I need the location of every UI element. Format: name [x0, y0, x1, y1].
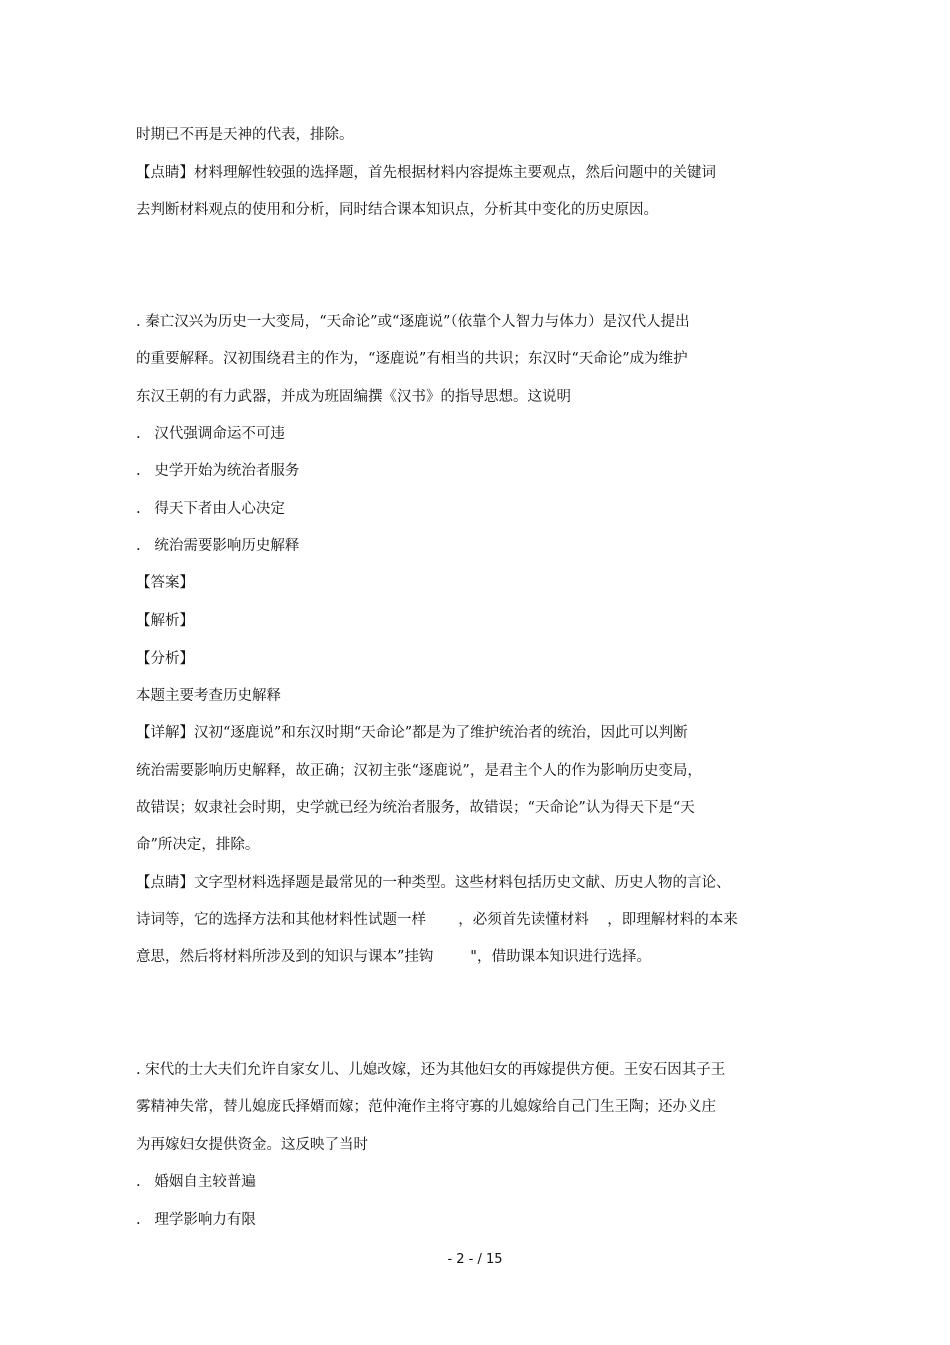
q1-stem-line-1: . 秦亡汉兴为历史一大变局，“天命论”或“逐鹿说”（依靠个人智力与体力）是汉代人提出: [136, 314, 690, 330]
q1-detail-line-4: 命”所决定，排除。: [136, 837, 260, 853]
q1-jiexi-label: 【解析】: [136, 613, 194, 629]
q1-dianjing-line-3: 意思，然后将材料所涉及到的知识与课本”挂钩 "，借助课本知识进行选择。: [136, 949, 651, 965]
q2-stem-line-3: 为再嫁妇女提供资金。这反映了当时: [136, 1137, 368, 1153]
prev-dianjing-line-2: 去判断材料观点的使用和分析，同时结合课本知识点，分析其中变化的历史原因。: [136, 202, 658, 218]
prev-dianjing-line-1: 【点睛】材料理解性较强的选择题，首先根据材料内容提炼主要观点，然后问题中的关键词: [136, 165, 716, 181]
q1-detail-line-3: 故错误；奴隶社会时期，史学就已经为统治者服务，故错误；“天命论”认为得天下是“天: [136, 800, 695, 816]
q2-option-b: . 理学影响力有限: [136, 1212, 256, 1228]
q1-detail-line-2: 统治需要影响历史解释，故正确；汉初主张“逐鹿说”，是君主个人的作为影响历史变局，: [136, 763, 702, 779]
q2-stem-line-1: . 宋代的士大夫们允许自家女儿、儿媳改嫁，还为其他妇女的再嫁提供方便。王安石因其子王: [136, 1062, 726, 1078]
q1-stem-line-3: 东汉王朝的有力武器，并成为班固编撰《汉书》的指导思想。这说明: [136, 389, 571, 405]
q1-option-d: . 统治需要影响历史解释: [136, 538, 300, 554]
q1-fenxi-label: 【分析】: [136, 651, 194, 667]
q1-stem-line-2: 的重要解释。汉初围绕君主的作为，“逐鹿说”有相当的共识；东汉时“天命论”成为维护: [136, 351, 688, 367]
q2-stem-line-2: 雾精神失常，替儿媳庞氏择婿而嫁；范仲淹作主将守寡的儿媳嫁给自己门生王陶；还办义庄: [136, 1099, 716, 1115]
q1-dianjing-line-2: 诗词等，它的选择方法和其他材料性试题一样 ，必须首先读懂材料 ，即理解材料的本来: [136, 912, 738, 928]
q1-answer-label: 【答案】: [136, 575, 194, 591]
q1-fenxi-text: 本题主要考查历史解释: [136, 688, 281, 704]
q2-option-a: . 婚姻自主较普遍: [136, 1174, 256, 1190]
page-number: - 2 - / 15: [447, 1252, 503, 1267]
q1-option-a: . 汉代强调命运不可违: [136, 426, 285, 442]
q1-option-c: . 得天下者由人心决定: [136, 501, 285, 517]
q1-detail-line-1: 【详解】汉初“逐鹿说”和东汉时期“天命论”都是为了维护统治者的统治，因此可以判断: [136, 725, 688, 741]
q1-dianjing-line-1: 【点睛】文字型材料选择题是最常见的一种类型。这些材料包括历史文献、历史人物的言论、: [136, 875, 731, 891]
q1-option-b: . 史学开始为统治者服务: [136, 463, 300, 479]
prev-answer-tail: 时期已不再是天神的代表，排除。: [136, 127, 354, 143]
